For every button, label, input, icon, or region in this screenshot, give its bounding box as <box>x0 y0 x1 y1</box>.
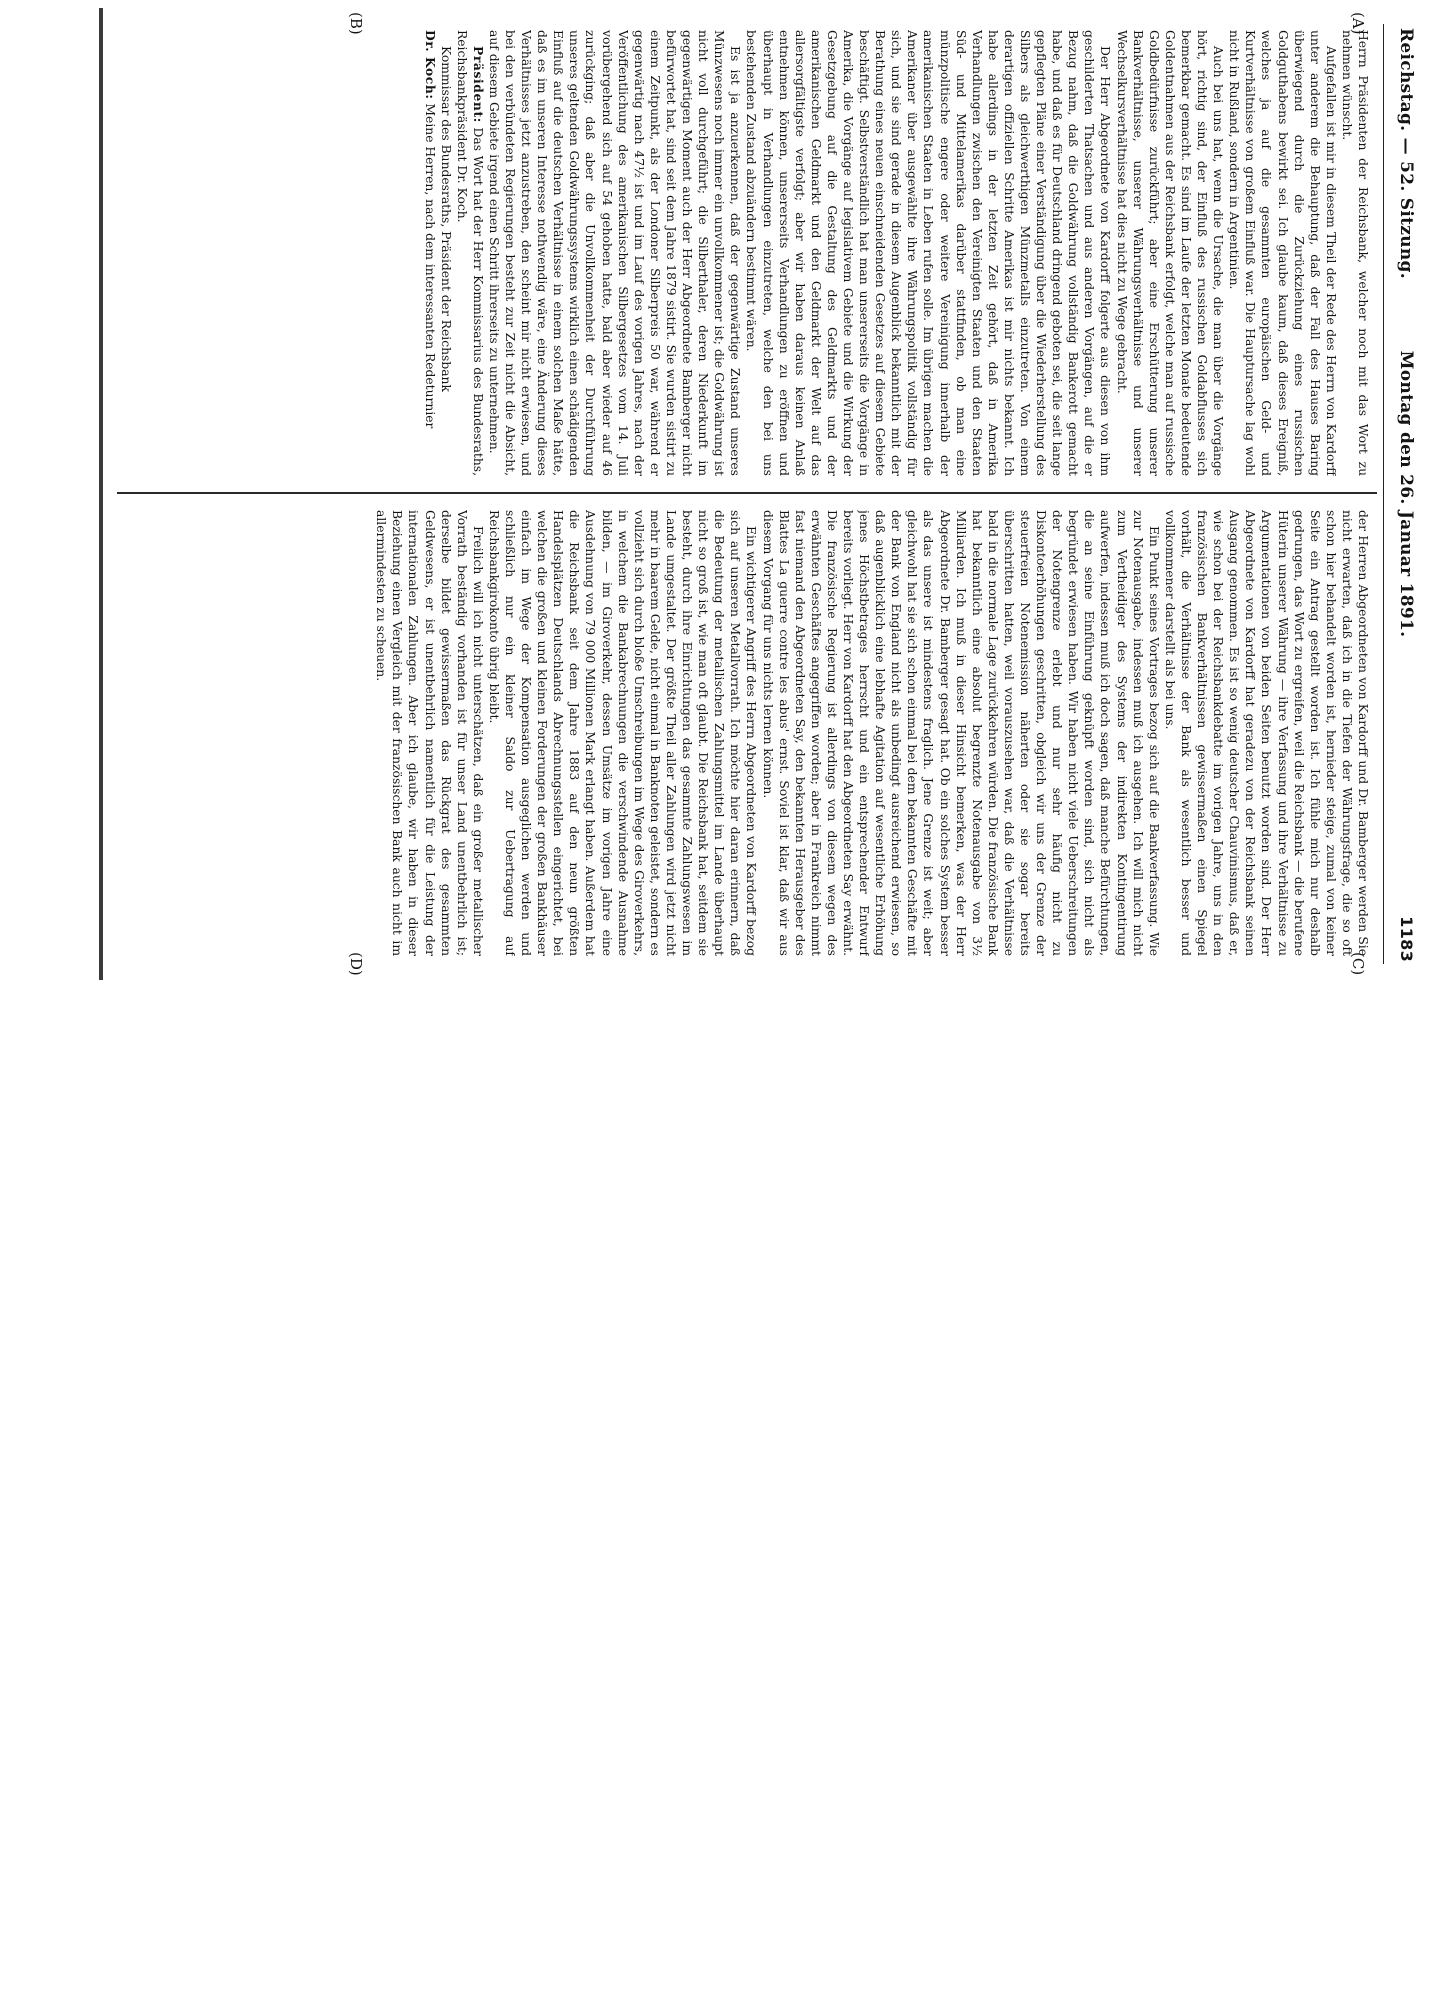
speaker-title: Kommissar des Bundesraths, Präsident der Reichsbank <box>438 46 453 392</box>
margin-mark-c: (C) <box>1349 952 1367 976</box>
margin-mark-a: (A) <box>1349 12 1367 35</box>
paragraph: Auch bei uns hat, wenn die Ursache, die man über die Vorgänge hört, richtig sind, der Einfluß des russischen Goldabflusses sich bemerkbar gemacht. Es sind im Laufe der letzten Monate bedeutende Goldentnahmen aus der Reichsbank erfolgt, welche man auf russische Goldbedürfnisse zurückführt; aber eine Erschütterung unserer Bankverhältnisse, unserer Währungsverhältnisse und unserer Wechselkursverhältnisse hat dies nicht zu Wege gebracht. <box>1114 30 1226 476</box>
right-column <box>121 510 1371 956</box>
paragraph: Aufgefallen ist mir in diesem Theil der Rede des Herrn von Kardorff unter anderem die Behauptung, daß der Fall des Hauses Baring überwiegend durch die Zurückziehung eines russischen Goldguthabens bewirkt sei. Ich glaube kaum, daß dieses Ereigniß, welches ja auf die gesammten europäischen Geld- und Kurtverhältnisse von großem Einfluß war. Die Hauptursache lag wohl nicht in Rußland, sondern in Argentinien. <box>1227 30 1338 476</box>
speech-text: Meine Herren, nach dem interessanten Redeturnier <box>422 99 437 429</box>
speech-text: Das Wort hat der Herr Kommissarius des Bundesraths, Reichsbankpräsident Dr. Koch. <box>454 30 485 476</box>
paragraph: Ein wichtigerer Angriff des Herrn Abgeordneten von Kardorff bezog sich auf unseren Metallvorrath. Ich möchte hier daran erinnern, daß die Bedeutung der metallischen Zahlungsmittel im Lande überhaupt nicht so groß ist, wie man oft glaubt. Die Reichsbank hat, seitdem sie besteht, durch ihre Einrichtungen das gesammte Zahlungswesen im Lande umgestaltet. Der größte Theil aller Zahlungen wird jetzt nicht mehr in baarem Gelde, nicht einmal in Banknoten geleistet, sondern es vollzieht sich durch bloße Umschreibungen im Wege des Giroverkehrs, in welchem die Bankabrechnungen die verschwindende Ausnahme bilden, — im Giroverkehr, dessen Umsätze im vorigen Jahre eine Ausdehnung von 79 000 Millionen Mark erlangt haben. Außerdem hat die Reichsbank seit dem Jahre 1883 auf den neun größten Handelsplätzen Deutschlands Abrechnungsstellen eingerichtet, bei welchen die großen und kleinen Forderungen der großen Bankhäuser einfach im Wege der Kompensation ausgeglichen werden und schließlich nur ein kleiner Saldo zur Uebertragung auf Reichsbankgirokonto übrig bleibt. <box>486 510 759 956</box>
speaker-name: Dr. Koch: <box>422 30 438 100</box>
running-header-date: Montag den 26. Januar 1891. <box>1396 350 1416 638</box>
speaker-name: Präsident: <box>470 46 486 123</box>
column-divider <box>117 492 1377 494</box>
left-column <box>121 30 1371 476</box>
header-rule <box>1383 24 1384 964</box>
paragraph: Der Herr Abgeordnete von Kardorff folgerte aus diesen von ihm geschilderten Thatsachen und aus anderen Vorgängen, auf die er Bezug nahm, daß die Goldwährung vollständig Bankerott gemacht habe, und daß es für Deutschland dringend geboten sei, die seit lange gepflegten Pläne einer Verständigung über die Wiederherstellung des Silbers als gleichwerthigen Münzmetalls einzutreten. Von einem derartigen offiziellen Schritte Amerikas ist mir nichts bekannt. Ich habe allerdings in der letzten Zeit gehört, daß in Amerika Verhandlungen zwischen den Vereinigten Staaten und den Staaten Süd- und Mittelamerikas darüber stattfinden, ob man eine münzpolitische engere oder weitere Vereinigung innerhalb der amerikanischen Staaten in Leben rufen solle. Im übrigen machen die Amerikaner über ausgewählte ihre Währungspolitik vollständig für sich, und sie sind gerade in diesem Augenblick bekanntlich mit der Berathung eines neuen einschneidenden Gesetzes auf diesem Gebiete beschäftigt. Selbstverständlich hat man unsererseits die Vorgänge in Amerika, die Vorgänge auf legislativem Gebiete und die Wirkung der Gesetzgebung auf die Gestaltung des Geldmarkts und der amerikanischen Geldmarkt und den Geldmarkt der Welt auf das allersorgfältigste verfolgt; aber wir haben daraus keinen Anlaß entnehmen können, unsererseits Verhandlungen zu eröffnen und überhaupt in Verhandlungen einzutreten, welche den bei uns bestehenden Zustand abzuändern bestimmt wären. <box>744 30 1113 476</box>
page-number: 1183 <box>1397 916 1416 962</box>
paragraph: Es ist ja anzuerkennen, daß der gegenwärtige Zustand unseres Münzwesens noch immer ein unvollkommener ist; die Goldwährung ist nicht voll durchgeführt; die Silberthaler, deren Niederkunft im gegenwärtigen Moment auch der Herr Abgeordnete Bamberger nicht befürwortet hat, sind seit dem Jahre 1879 sistirt. Sie wurden sistirt zu einem Zeitpunkt, als der Londoner Silberpreis 50 war, während er gegenwärtig nach 47½ ist und im Lauf des vorigen Jahres, nach der Veröffentlichung des amerikanischen Silbergesetzes vom 14. Juli vorübergehend sich auf 54 gehoben hatte, bald aber wieder auf 46 zurückging; daß aber die Unvollkommenheit der Durchführung unseres geltenden Goldwährungssystems wirklich einen schädigenden Einfluß auf die deutschen Verhältnisse in einem solchen Maße hätte, daß es im unseren Interesse nothwendig wäre, eine Änderung dieses Verhältnisses jetzt anzustreben, den scheint mir nicht erwiesen, und bei den verbündeten Regierungen besteht zur Zeit nicht die Absicht, auf diesem Gebiete irgend einen Schritt ihrerseits zu unternehmen. <box>486 30 743 476</box>
paragraph: Ein Punkt seines Vortrages bezog sich auf die Bankverfassung. Wie zur Notenausgabe, indessen muß ich ausgehen. Ich will mich nicht zum Vertheidiger des Systems der indirekten Kontingentirung aufwerfen, indessen muß ich doch sagen, daß manche Befürchtungen, die an seine Einführung geknüpft worden sind, sich nicht als begründet erwiesen haben. Wir haben nicht viele Ueberschreitungen der Notengrenze erlebt und nur sehr häufig nicht zu Diskontoerhöhungen geschritten, obgleich wir uns der Grenze der steuerfreien Notenemission näherten oder sie sogar bereits überschritten hatten, weil vorauszusehen war, daß die Verhältnisse bald in die normale Lage zurückkehren würden. Die französische Bank hat bekanntlich eine absolut begrenzte Notenausgabe von 3½ Milliarden. Ich muß in dieser Hinsicht bemerken, was der Herr Abgeordnete Dr. Bamberger gesagt hat. Ob ein solches System besser als das unsere ist mindestens fraglich. Jene Grenze ist weit; aber gleichwohl hat sie sich schon einmal bei dem bekannten Geschäfte mit der Bank von England nicht als unbedingt ausreichend erwiesen, so daß augenblicklich eine lebhafte Agitation auf wesentliche Erhöhung jenes Höchstbetrages herrscht und ein entsprechender Entwurf bereits vorliegt. Herr von Kardorff hat den Abgeordneten Say erwähnt. Die französische Regierung ist allerdings von diesem wegen des erwähnten Geschäftes angegriffen worden; aber in Frankreich nimmt fast niemand den Abgeordneten Say, den bekannten Herausgeber des Blattes La guerre contre les abus' ernst. Soviel ist klar, daß wir aus diesem Vorgang für uns nichts lernen können. <box>760 510 1161 956</box>
paragraph: der Herren Abgeordneten von Kardorff und Dr. Bamberger werden Sie nicht erwarten, daß ich in die Tiefen der Währungsfrage, die so oft schon hier behandelt worden ist, hernieder steige, zumal von keiner Seite ein Antrag gestellt worden ist. Ich fühle mich nur deshalb gedrungen, das Wort zu ergreifen, weil die Reichsbank — die berufene Hüterin unserer Währung — ihre Verfassung und ihre Verhältnisse zu Argumentationen von beiden Seiten benutzt worden sind. Der Herr Abgeordnete von Kardorff hat geradezu von der Reichsbank seinen Ausgang genommen. Es ist so wenig deutscher Chauvinismus, daß er, wie schon bei der Reichsbankdebatte im vorigen Jahre, uns in den französischen Bankverhältnissen gewissermaßen einen Spiegel vorhält, die Verhältnisse der Bank als wesentlich besser und vollkommener darstellt als bei uns. <box>1162 510 1370 956</box>
speaker-paragraph <box>454 30 486 476</box>
running-header-left: Reichstag. — 52. Sitzung. <box>1396 28 1416 279</box>
scan-edge-line <box>99 8 103 980</box>
scanned-page <box>97 8 1425 980</box>
speaker-paragraph <box>421 30 437 476</box>
digitization-stamp <box>0 1000 15 2000</box>
margin-mark-d: (D) <box>347 952 365 976</box>
paragraph: Herrn Präsidenten der Reichsbank, welcher noch mit das Wort zu nehmen wünscht. <box>1339 30 1370 476</box>
paragraph: Freilich will ich nicht unterschätzen, daß ein großer metallischer Vorrath beständig vorhanden ist für unser Land unentbehrlich ist; derselbe bildet gewissermaßen das Rückgrat des gesammten Geldwesens, er ist unentbehrlich namentlich für die Leistung der internationalen Zahlungen. Aber ich glaube, wir haben in dieser Beziehung einen Vergleich mit der französischen Bank auch nicht im allermindesten zu scheuen. <box>374 510 485 956</box>
margin-mark-b: (B) <box>347 12 365 35</box>
